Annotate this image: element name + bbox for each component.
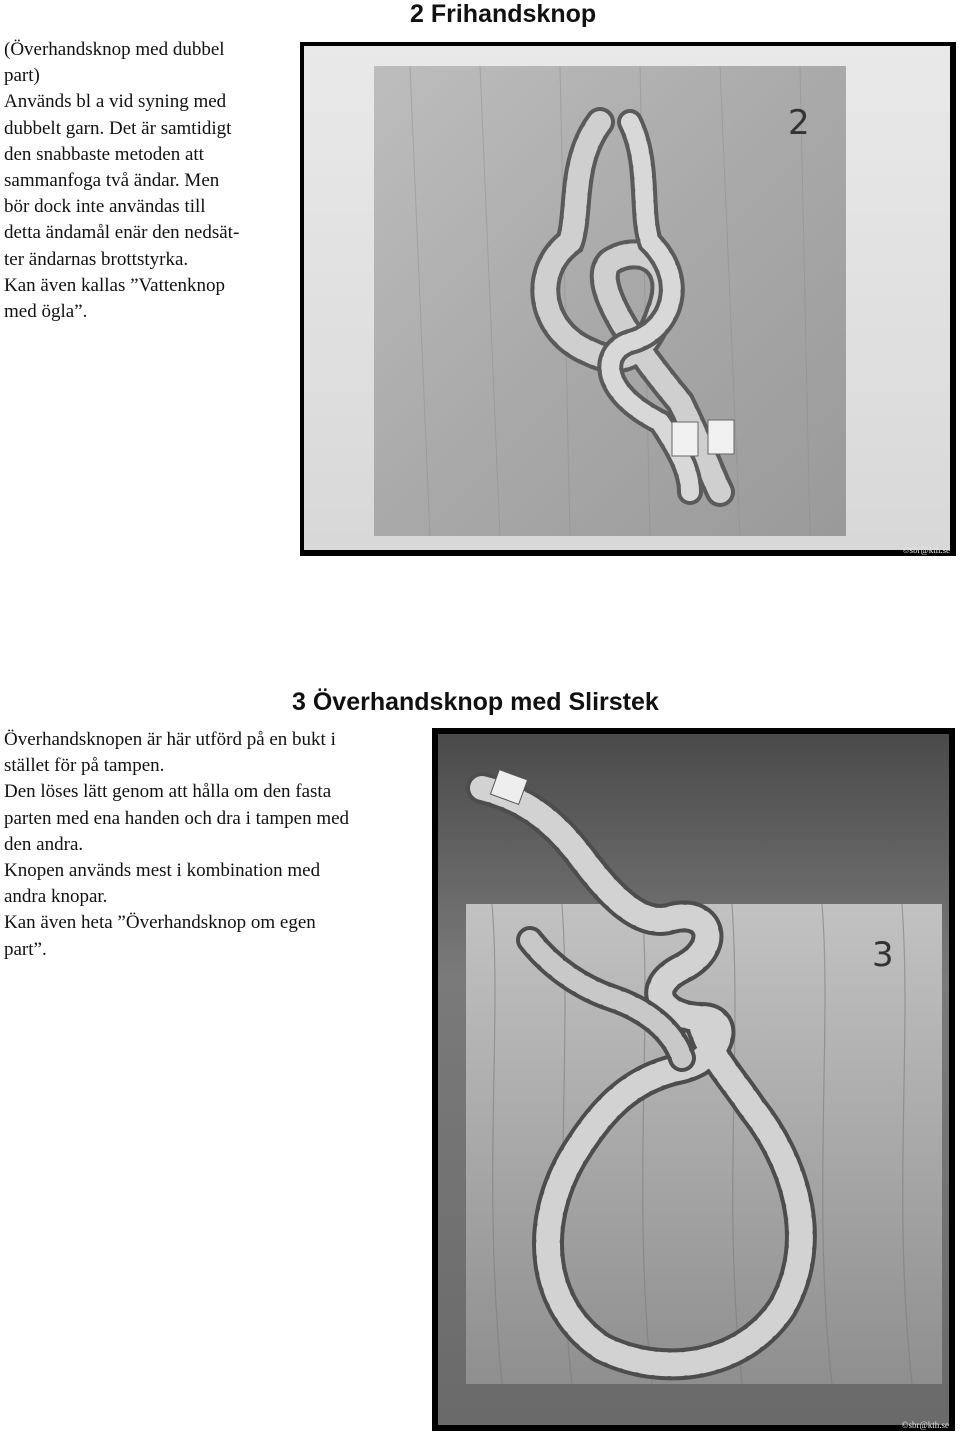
text-line: den snabbaste metoden att — [4, 143, 204, 165]
text-line: stället för på tampen. — [4, 755, 165, 777]
board-number: 3 — [872, 935, 894, 975]
section-2-description — [4, 37, 239, 325]
overhandsknop-slirstek-illustration — [432, 728, 955, 1431]
text-line: med ögla”. — [4, 301, 88, 323]
photo-credit: ©sbr@kth.se — [902, 545, 950, 555]
text-line: part”. — [4, 938, 47, 960]
text-line: Den löses lätt genom att hålla om den fasta — [4, 781, 332, 803]
text-line: ter ändarnas brottstyrka. — [4, 248, 189, 270]
wooden-board — [466, 904, 942, 1384]
text-line: Används bl a vid syning med — [4, 91, 227, 113]
text-line: Överhandsknopen är här utförd på en bukt i — [4, 729, 336, 750]
text-line: den andra. — [4, 833, 84, 855]
text-line: Kan även kallas ”Vattenknop — [4, 274, 226, 296]
text-line: dubbelt garn. Det är samtidigt — [4, 117, 232, 139]
board-number: 2 — [788, 103, 810, 143]
section-3-description — [4, 727, 349, 963]
text-line: parten med ena handen och dra i tampen med — [4, 807, 350, 829]
section-3-heading: 3 Överhandsknop med Slirstek — [292, 688, 659, 716]
frihandsknop-illustration — [300, 42, 956, 556]
frihandsknop-photo — [300, 42, 956, 556]
text-line: detta ändamål enär den nedsät- — [4, 222, 240, 244]
section-2-heading: 2 Frihandsknop — [410, 0, 597, 28]
text-line: bör dock inte användas till — [4, 196, 206, 218]
text-line: andra knopar. — [4, 886, 108, 908]
text-line: (Överhandsknop med dubbel — [4, 39, 225, 60]
text-line: part) — [4, 65, 40, 87]
text-line: sammanfoga två ändar. Men — [4, 170, 220, 192]
photo-credit: ©sbr@kth.se — [901, 1420, 949, 1430]
text-line: Knopen används mest i kombination med — [4, 860, 321, 882]
text-line: Kan även heta ”Överhandsknop om egen — [4, 912, 316, 934]
overhandsknop-slirstek-photo — [432, 728, 955, 1431]
